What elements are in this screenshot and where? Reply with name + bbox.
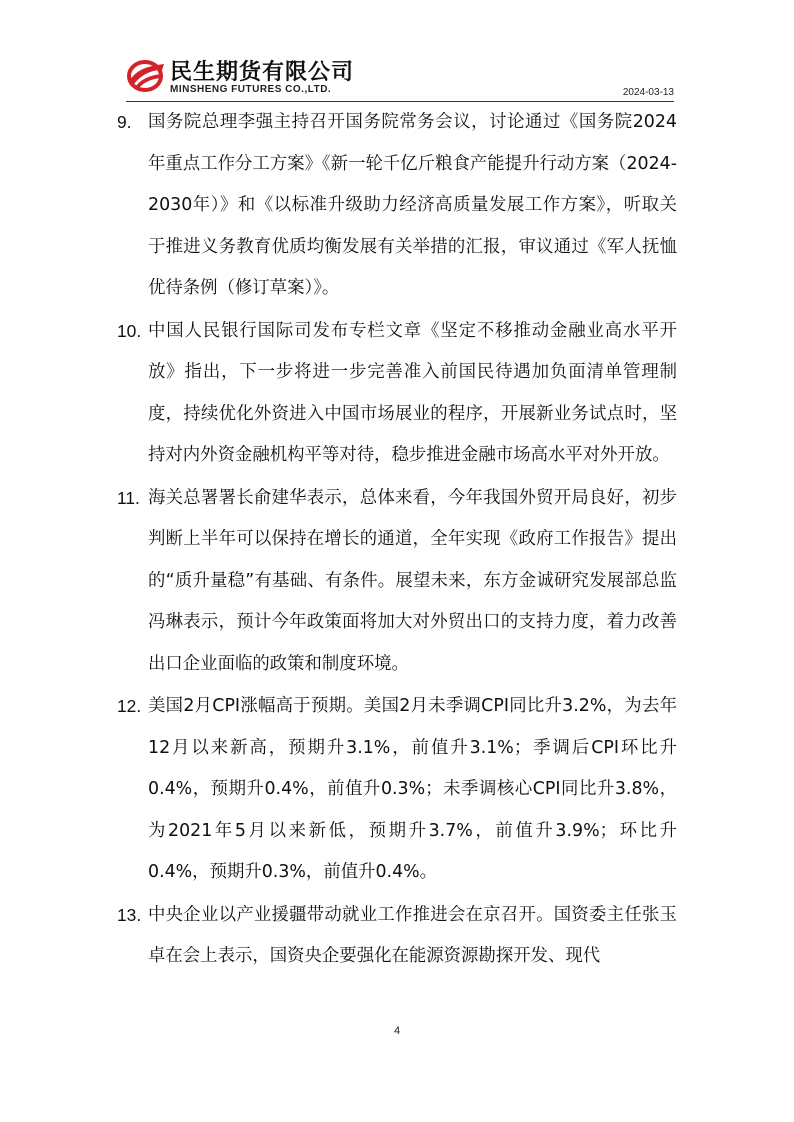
item-text: 国务院总理李强主持召开国务院常务会议，讨论通过《国务院2024年重点工作分工方案》《新一轮千亿斤粮食产能提升行动方案（2024-2030年）》和《以标准升级助力经济高质量发展工作方案》，听取关于推进义务教育优质均衡发展有关举措的汇报，审议通过《军人抚恤优待条例（修订草案）》。 bbox=[148, 112, 677, 298]
report-date: 2024-03-13 bbox=[622, 87, 674, 98]
item-text: 中央企业以产业援疆带动就业工作推进会在京召开。国资委主任张玉卓在会上表示，国资央企要强化在能源资源勘探开发、现代 bbox=[148, 904, 677, 966]
item-text: 中国人民银行国际司发布专栏文章《坚定不移推动金融业高水平开放》指出，下一步将进一步完善准入前国民待遇加负面清单管理制度，持续优化外资进入中国市场展业的程序，开展新业务试点时，坚持对内外资金融机构平等对待，稳步推进金融市场高水平对外开放。 bbox=[148, 320, 677, 465]
news-list bbox=[117, 102, 677, 979]
brand-name-en: MINSHENG FUTURES CO.,LTD. bbox=[170, 84, 332, 95]
list-item bbox=[117, 478, 677, 686]
item-number: 13. bbox=[117, 904, 142, 925]
item-number: 9. bbox=[117, 112, 132, 132]
list-item bbox=[117, 895, 677, 978]
brand-name-cn: 民生期货有限公司 bbox=[170, 60, 355, 85]
minsheng-logo-icon bbox=[126, 58, 166, 92]
page-header bbox=[126, 55, 674, 101]
item-number: 11. bbox=[117, 487, 140, 508]
item-number: 12. bbox=[117, 696, 142, 716]
list-item bbox=[117, 686, 677, 894]
item-text: 美国2月CPI涨幅高于预期。美国2月未季调CPI同比升3.2%，为去年12月以来新高，预期升3.1%，前值升3.1%；季调后CPI环比升0.4%，预期升0.4%，前值升0.3%；未季调核心CPI同比升3.8%，为2021年5月以来新低，预期升3.7%，前值升3.9%；环比升0.4%，预期升0.3%，前值升0.4%。 bbox=[148, 696, 677, 882]
item-text: 海关总署署长俞建华表示，总体来看，今年我国外贸开局良好，初步判断上半年可以保持在增长的通道，全年实现《政府工作报告》提出的“质升量稳”有基础、有条件。展望未来，东方金诚研究发展部总监冯琳表示，预计今年政策面将加大对外贸出口的支持力度，着力改善出口企业面临的政策和制度环境。 bbox=[148, 487, 677, 674]
item-number: 10. bbox=[117, 320, 142, 341]
list-item bbox=[117, 311, 677, 477]
list-item bbox=[117, 102, 677, 310]
page-number: 4 bbox=[393, 1025, 401, 1037]
